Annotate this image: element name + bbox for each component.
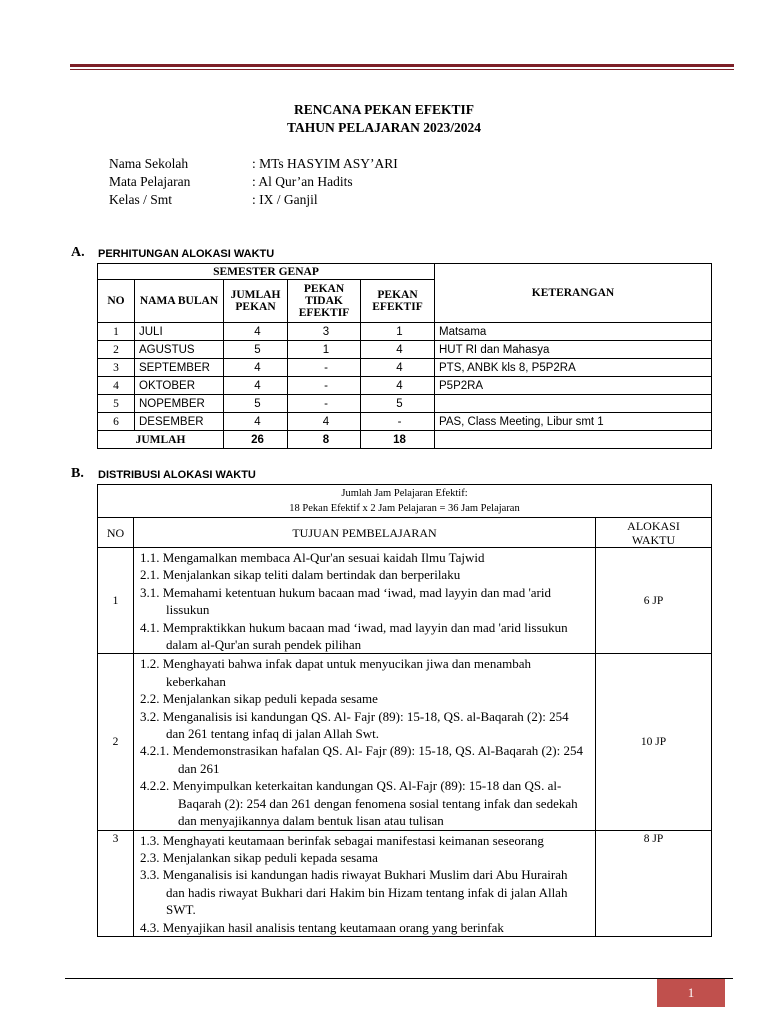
info-label: Mata Pelajaran <box>109 174 191 189</box>
objective-item: 4.1. Mempraktikkan hukum bacaan mad ‘iwad, mad layyin dan mad 'arid lissukun dalam al-Qur'an surah pendek pilihan <box>140 619 568 653</box>
row-no: 4 <box>98 377 135 395</box>
total-weeks: 26 <box>224 431 288 449</box>
table-row <box>98 359 712 377</box>
table-row <box>98 341 712 359</box>
objective-item: 1.1. Mengamalkan membaca Al-Qur'an sesuai kaidah Ilmu Tajwid <box>140 550 485 565</box>
non-effective-header: PEKAN TIDAK EFEKTIF <box>288 280 361 323</box>
info-row-class <box>109 191 398 209</box>
month-header: NAMA BULAN <box>135 280 224 323</box>
info-label: Nama Sekolah <box>109 156 189 171</box>
weeks-header: JUMLAH PEKAN <box>224 280 288 323</box>
header-rule-thin <box>70 69 734 70</box>
objective-item: 3.3. Menganalisis isi kandungan hadis riwayat Bukhari Muslim dari Abu Hurairah dan hadis riwayat Bukhari dari Hakim bin Hizam tentang infak di jalan Allah SWT. <box>140 867 568 918</box>
document-subtitle: TAHUN PELAJARAN 2023/2024 <box>286 120 481 135</box>
objective-item: 1.3. Menghayati keutamaan berinfak sebagai manifestasi keimanan seseorang <box>140 832 544 848</box>
row-month: NOPEMBER <box>135 395 224 413</box>
info-value: : MTs HASYIM ASY’ARI <box>252 156 398 171</box>
objectives-cell <box>134 654 596 830</box>
row-month: SEPTEMBER <box>135 359 224 377</box>
table-row <box>98 654 712 830</box>
time-allocation-table <box>97 263 712 449</box>
total-effective: 18 <box>361 431 435 449</box>
objective-item: 4.3. Menyajikan hasil analisis tentang keutamaan orang yang berinfak <box>140 919 504 935</box>
distribution-table <box>97 484 712 937</box>
allocation-header <box>596 518 712 548</box>
footer-rule <box>65 978 733 979</box>
row-allocation: 6 JP <box>596 548 712 654</box>
row-weeks: 4 <box>224 413 288 431</box>
row-no: 6 <box>98 413 135 431</box>
row-non-effective: 4 <box>288 413 361 431</box>
row-weeks: 4 <box>224 323 288 341</box>
row-no: 1 <box>98 548 134 654</box>
total-row <box>98 431 712 449</box>
row-no: 5 <box>98 395 135 413</box>
row-effective: 5 <box>361 395 435 413</box>
row-weeks: 4 <box>224 359 288 377</box>
row-note: P5P2RA <box>435 377 712 395</box>
table-row <box>98 548 712 654</box>
row-note: PTS, ANBK kls 8, P5P2RA <box>435 359 712 377</box>
row-allocation: 10 JP <box>596 654 712 830</box>
row-no: 1 <box>98 323 135 341</box>
allocation-header-line: ALOKASI <box>627 518 680 533</box>
row-no: 3 <box>98 830 134 936</box>
row-month: OKTOBER <box>135 377 224 395</box>
row-non-effective: 1 <box>288 341 361 359</box>
table-row <box>98 323 712 341</box>
row-effective: 1 <box>361 323 435 341</box>
row-weeks: 4 <box>224 377 288 395</box>
row-non-effective: - <box>288 359 361 377</box>
total-note <box>435 431 712 449</box>
objectives-cell <box>134 548 596 654</box>
row-note <box>435 395 712 413</box>
row-effective: 4 <box>361 377 435 395</box>
row-no: 3 <box>98 359 135 377</box>
objective-header: TUJUAN PEMBELAJARAN <box>134 518 596 548</box>
semester-header: SEMESTER GENAP <box>98 264 435 280</box>
allocation-header-line: WAKTU <box>631 532 676 547</box>
objective-item: 3.2. Menganalisis isi kandungan QS. Al- Fajr (89): 15-18, QS. al-Baqarah (2): 254 dan 261 tentang infaq di jalan Allah Swt. <box>140 708 569 742</box>
total-label: JUMLAH <box>98 431 224 449</box>
header-rule-thick <box>70 64 734 67</box>
info-label: Kelas / Smt <box>109 192 172 207</box>
row-weeks: 5 <box>224 341 288 359</box>
row-note: PAS, Class Meeting, Libur smt 1 <box>435 413 712 431</box>
row-no: 2 <box>98 341 135 359</box>
objective-item: 4.2.1. Mendemonstrasikan hafalan QS. Al- Fajr (89): 15-18, QS. Al-Baqarah (2): 254 dan 261 <box>140 743 584 776</box>
summary-line: Jumlah Jam Pelajaran Efektif: <box>341 488 468 499</box>
table-row <box>98 413 712 431</box>
info-value: : Al Qur’an Hadits <box>252 174 353 189</box>
keterangan-header: KETERANGAN <box>435 264 712 323</box>
info-value: : IX / Ganjil <box>252 192 318 207</box>
effective-header: PEKAN EFEKTIF <box>361 280 435 323</box>
section-b-letter: B. <box>71 466 84 481</box>
no-header: NO <box>98 280 135 323</box>
objective-item: 2.2. Menjalankan sikap peduli kepada sesame <box>140 691 378 707</box>
row-allocation: 8 JP <box>596 830 712 936</box>
objective-item: 4.2.2. Menyimpulkan keterkaitan kandungan QS. Al-Fajr (89): 15-18 dan QS. al-Baqarah (2): 254 dan 261 dengan fenomena sosial tentang infak dan sedekah dan menyajikannya dalam bentuk lisan atau tulisan <box>140 778 578 829</box>
row-effective: - <box>361 413 435 431</box>
section-a-letter: A. <box>71 245 85 260</box>
row-note: Matsama <box>435 323 712 341</box>
identity-block <box>109 155 398 209</box>
info-row-school <box>109 155 398 173</box>
document-title: RENCANA PEKAN EFEKTIF <box>293 102 474 117</box>
row-non-effective: - <box>288 395 361 413</box>
objective-item: 2.3. Menjalankan sikap peduli kepada sesama <box>140 849 378 865</box>
section-a-title: PERHITUNGAN ALOKASI WAKTU <box>98 248 275 260</box>
no-header: NO <box>98 518 134 548</box>
row-month: AGUSTUS <box>135 341 224 359</box>
table-row <box>98 395 712 413</box>
row-no: 2 <box>98 654 134 830</box>
row-month: JULI <box>135 323 224 341</box>
row-note: HUT RI dan Mahasya <box>435 341 712 359</box>
objective-item: 1.2. Menghayati bahwa infak dapat untuk menyucikan jiwa dan menambah keberkahan <box>140 656 531 689</box>
summary-line: 18 Pekan Efektif x 2 Jam Pelajaran = 36 Jam Pelajaran <box>289 503 520 514</box>
table-row <box>98 830 712 936</box>
objectives-cell <box>134 830 596 936</box>
info-row-subject <box>109 173 398 191</box>
objective-item: 3.1. Memahami ketentuan hukum bacaan mad ‘iwad, mad layyin dan mad 'arid lissukun <box>140 584 551 618</box>
page-number: 1 <box>657 979 725 1007</box>
row-month: DESEMBER <box>135 413 224 431</box>
row-non-effective: 3 <box>288 323 361 341</box>
objective-item: 2.1. Menjalankan sikap teliti dalam bertindak dan berperilaku <box>140 567 461 583</box>
total-non-effective: 8 <box>288 431 361 449</box>
row-effective: 4 <box>361 359 435 377</box>
section-b-title: DISTRIBUSI ALOKASI WAKTU <box>98 469 256 481</box>
table-row <box>98 377 712 395</box>
row-non-effective: - <box>288 377 361 395</box>
row-weeks: 5 <box>224 395 288 413</box>
row-effective: 4 <box>361 341 435 359</box>
summary-cell <box>98 485 712 518</box>
